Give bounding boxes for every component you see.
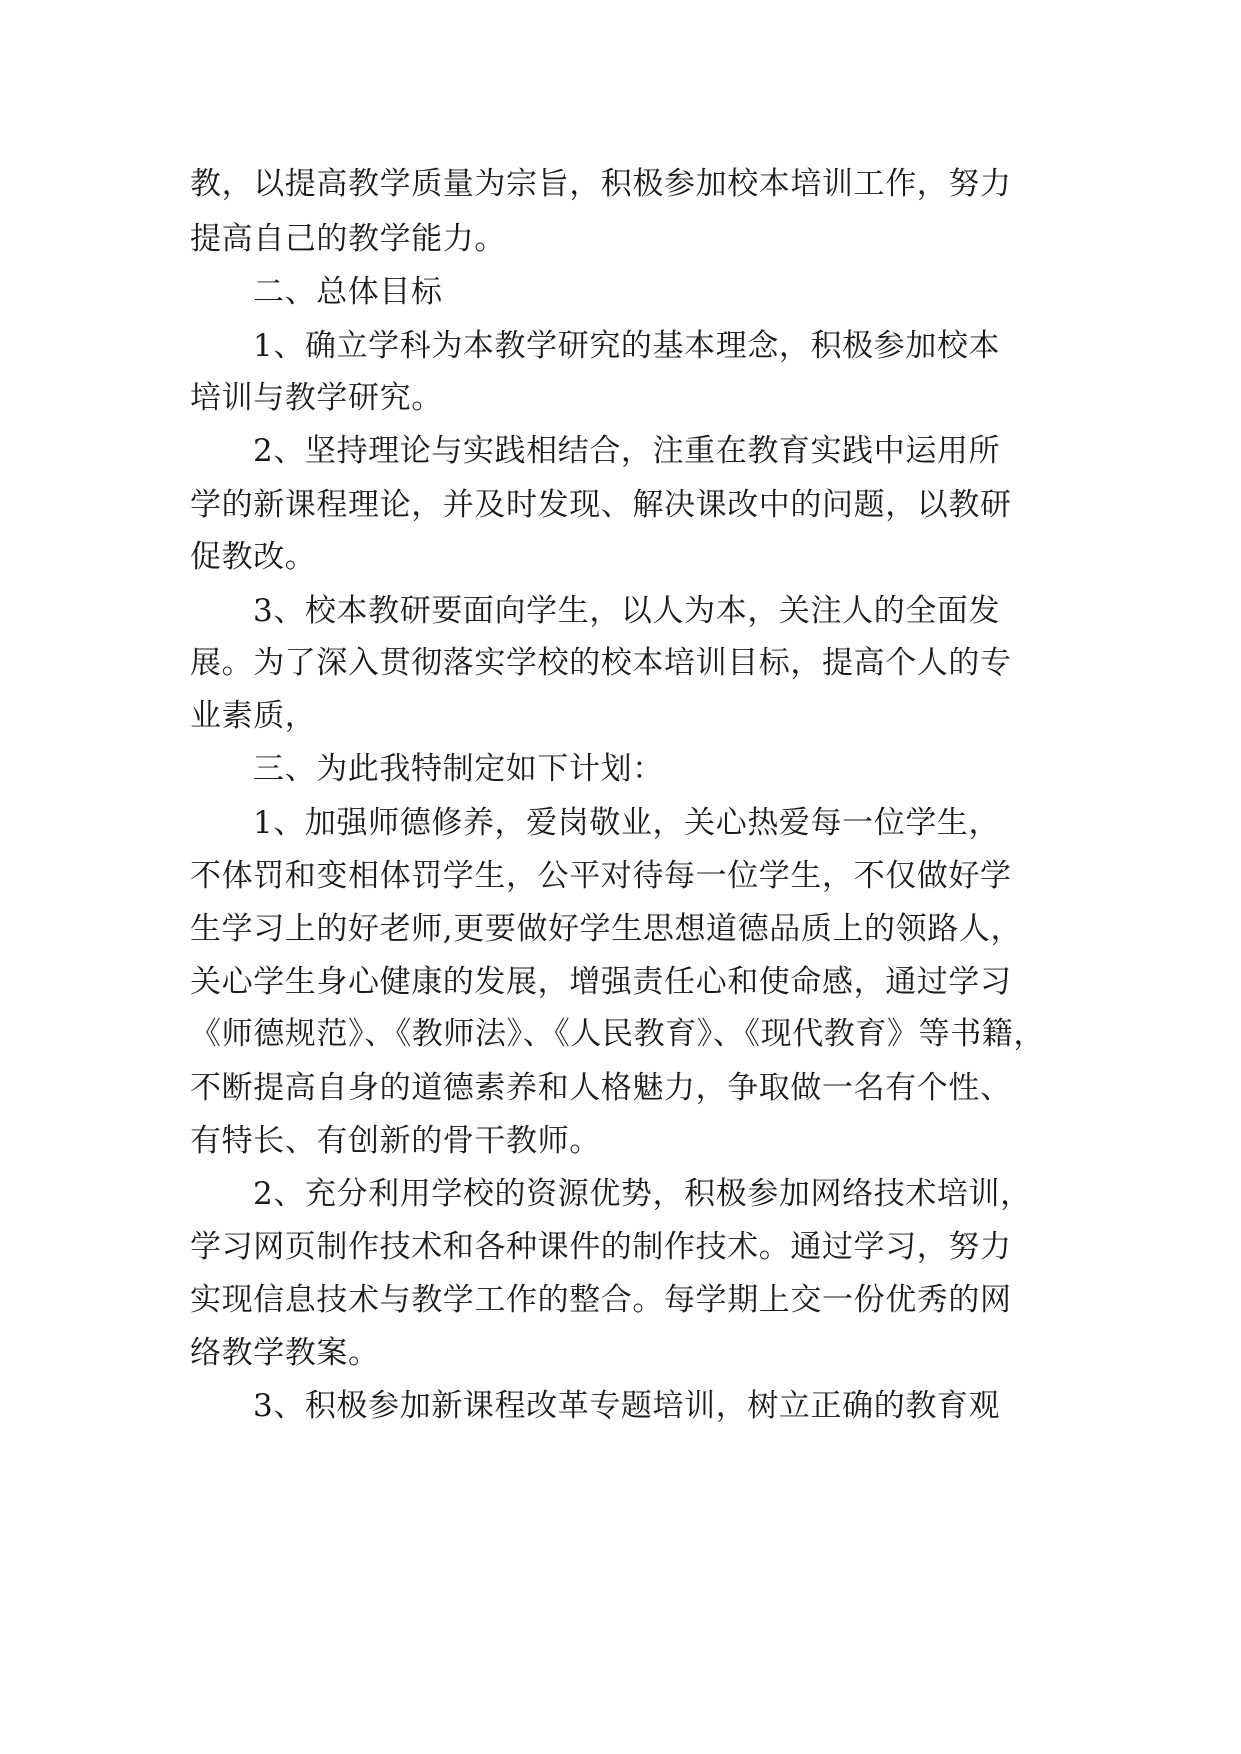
text-line: 有特长、有创新的骨干教师。 [190, 1123, 601, 1159]
text-line: 2、坚持理论与实践相结合，注重在教育实践中运用所 [253, 433, 1001, 469]
text-line: 不体罚和变相体罚学生，公平对待每一位学生，不仅做好学 [190, 858, 1012, 894]
text-line: 学习网页制作技术和各种课件的制作技术。通过学习，努力 [190, 1229, 1012, 1265]
text-line: 促教改。 [190, 539, 317, 575]
text-line: 培训与教学研究。 [190, 380, 443, 416]
text-line: 3、积极参加新课程改革专题培训，树立正确的教育观 [253, 1388, 1001, 1424]
section-heading: 三、为此我特制定如下计划： [253, 751, 664, 787]
text-line: 不断提高自身的道德素养和人格魅力，争取做一名有个性、 [190, 1070, 1012, 1106]
text-line: 业素质， [190, 698, 317, 734]
text-line: 关心学生身心健康的发展，增强责任心和使命感，通过学习 [190, 964, 1012, 1000]
section-heading: 二、总体目标 [253, 274, 443, 310]
text-line: 生学习上的好老师,更要做好学生思想道德品质上的领路人， [190, 911, 1023, 947]
text-line: 3、校本教研要面向学生，以人为本，关注人的全面发 [253, 593, 1001, 629]
text-line: 1、确立学科为本教学研究的基本理念，积极参加校本 [253, 328, 1001, 364]
text-line: 1、加强师德修养，爱岗敬业，关心热爱每一位学生， [253, 805, 1001, 841]
text-line: 提高自己的教学能力。 [190, 221, 506, 257]
text-line: 《师德规范》、《教师法》、《人民教育》、《现代教育》等书籍， [190, 1016, 1045, 1052]
text-line: 2、充分利用学校的资源优势，积极参加网络技术培训， [253, 1176, 1032, 1212]
text-line: 展。为了深入贯彻落实学校的校本培训目标，提高个人的专 [190, 645, 1012, 681]
text-line: 实现信息技术与教学工作的整合。每学期上交一份优秀的网 [190, 1282, 1012, 1318]
text-line: 教，以提高教学质量为宗旨，积极参加校本培训工作，努力 [190, 166, 1012, 202]
text-line: 络教学教案。 [190, 1335, 380, 1371]
text-line: 学的新课程理论，并及时发现、解决课改中的问题，以教研 [190, 487, 1012, 523]
